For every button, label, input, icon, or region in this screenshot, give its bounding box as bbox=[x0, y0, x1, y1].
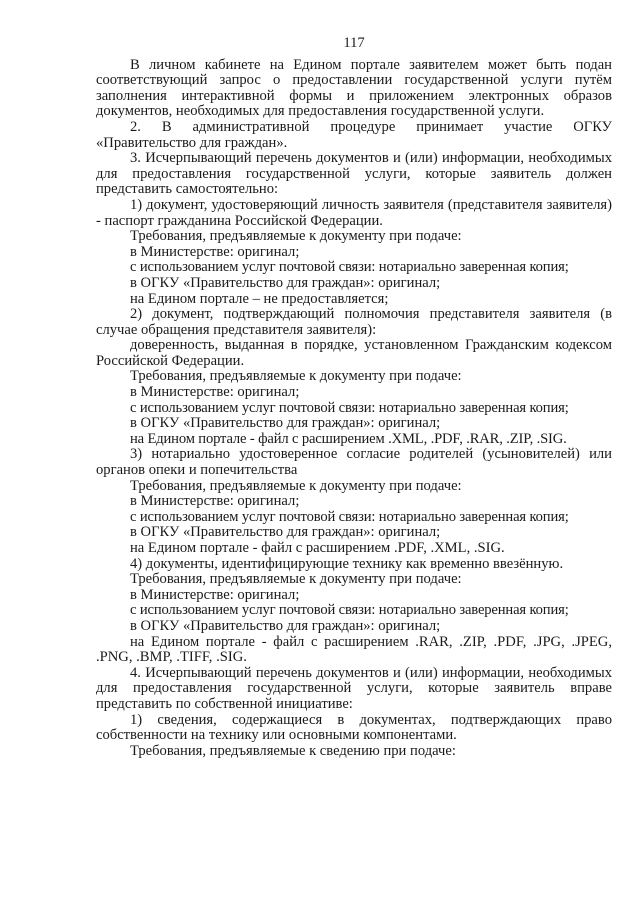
paragraph: 2. В административной процедуре принимает участие ОГКУ «Правительство для граждан». bbox=[96, 118, 612, 151]
paragraph: В личном кабинете на Едином портале заявителем может быть подан соответствующий запрос о предоставлении государственной услуги путём заполнения интерактивной формы и приложением электронных образов документов, необходимых для предоставления государственной услуги. bbox=[96, 56, 612, 120]
paragraph: 3. Исчерпывающий перечень документов и (или) информации, необходимых для предоставления государственной услуги, которые заявитель должен представить самостоятельно: bbox=[96, 150, 612, 198]
paragraph: с использованием услуг почтовой связи: нотариально заверенная копия; bbox=[130, 602, 569, 619]
paragraph: Требования, предъявляемые к документу при подаче: bbox=[130, 477, 462, 494]
document-body bbox=[96, 58, 612, 760]
page-number: 117 bbox=[343, 35, 365, 51]
paragraph: на Едином портале – не предоставляется; bbox=[130, 290, 389, 307]
paragraph: в Министерстве: оригинал; bbox=[130, 384, 300, 401]
paragraph: 3) нотариально удостоверенное согласие родителей (усыновителей) или органов опеки и попечительства bbox=[96, 446, 612, 479]
paragraph: в Министерстве: оригинал; bbox=[130, 586, 300, 603]
paragraph: 4) документы, идентифицирующие технику как временно ввезённую. bbox=[130, 555, 564, 572]
paragraph: Требования, предъявляемые к документу при подаче: bbox=[130, 368, 462, 385]
paragraph: Требования, предъявляемые к документу при подаче: bbox=[130, 228, 462, 245]
paragraph: в ОГКУ «Правительство для граждан»: оригинал; bbox=[130, 617, 441, 634]
paragraph: на Едином портале - файл с расширением .RAR, .ZIP, .PDF, .JPG, .JPEG, .PNG, .BMP, .TIFF, .SIG. bbox=[96, 633, 612, 666]
paragraph: в Министерстве: оригинал; bbox=[130, 243, 300, 260]
paragraph: в ОГКУ «Правительство для граждан»: оригинал; bbox=[130, 524, 441, 541]
paragraph: Требования, предъявляемые к документу при подаче: bbox=[130, 571, 462, 588]
paragraph: Требования, предъявляемые к сведению при подаче: bbox=[130, 742, 456, 759]
paragraph: с использованием услуг почтовой связи: нотариально заверенная копия; bbox=[130, 259, 569, 276]
paragraph: 1) документ, удостоверяющий личность заявителя (представителя заявителя) - паспорт гражданина Российской Федерации. bbox=[96, 196, 612, 229]
paragraph: с использованием услуг почтовой связи: нотариально заверенная копия; bbox=[130, 508, 569, 525]
paragraph: в Министерстве: оригинал; bbox=[130, 493, 300, 510]
paragraph: на Едином портале - файл с расширением .XML, .PDF, .RAR, .ZIP, .SIG. bbox=[130, 430, 567, 447]
paragraph: в ОГКУ «Правительство для граждан»: оригинал; bbox=[130, 415, 441, 432]
paragraph: с использованием услуг почтовой связи: нотариально заверенная копия; bbox=[130, 399, 569, 416]
paragraph: 4. Исчерпывающий перечень документов и (или) информации, необходимых для предоставления государственной услуги, которые заявитель вправе представить по собственной инициативе: bbox=[96, 664, 612, 712]
paragraph: доверенность, выданная в порядке, установленном Гражданским кодексом Российской Федерации. bbox=[96, 337, 612, 369]
paragraph: 1) сведения, содержащиеся в документах, подтверждающих право собственности на технику или основными компонентами. bbox=[96, 711, 612, 744]
paragraph: на Едином портале - файл с расширением .PDF, .XML, .SIG. bbox=[130, 540, 505, 556]
paragraph: 2) документ, подтверждающий полномочия представителя заявителя (в случае обращения представителя заявителя): bbox=[96, 306, 612, 338]
paragraph: в ОГКУ «Правительство для граждан»: оригинал; bbox=[130, 274, 441, 291]
